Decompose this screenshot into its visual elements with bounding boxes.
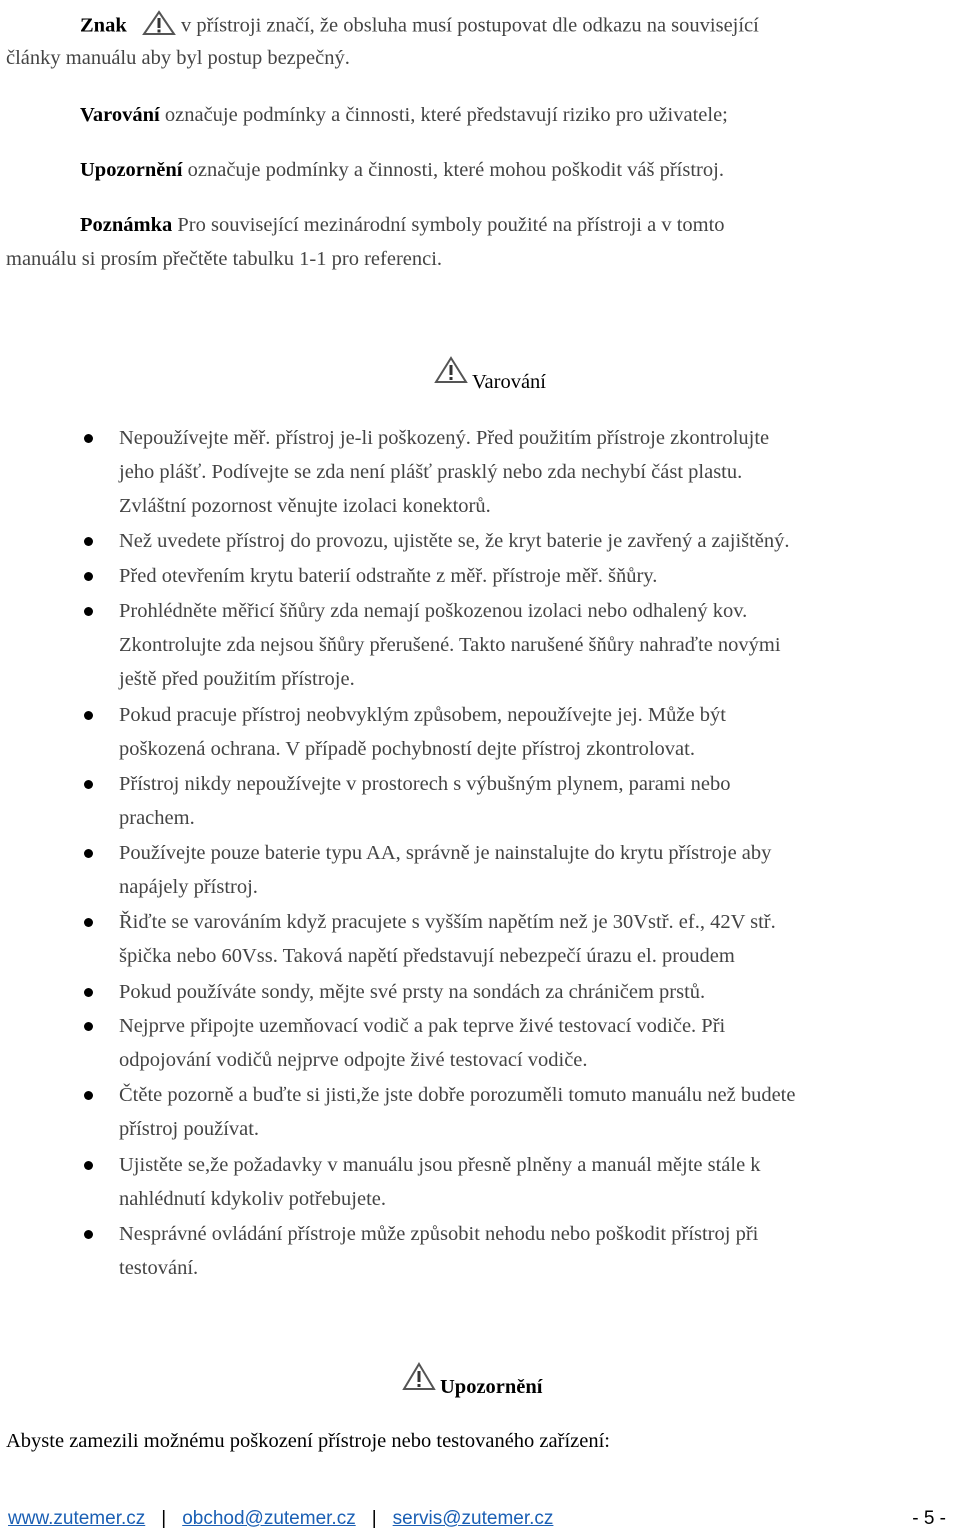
upozorneni-text: označuje podmínky a činnosti, které mohou poškodit váš přístroj. (182, 159, 724, 181)
bullet-icon (84, 537, 93, 546)
caution-heading (402, 1362, 543, 1398)
list-item-line: Nejprve připojte uzemňovací vodič a pak teprve živé testovací vodiče. Při (119, 1015, 726, 1037)
list-item-line: testování. (119, 1257, 199, 1279)
list-item-line: Ujistěte se,že požadavky v manuálu jsou přesně plněny a manuál mějte stále k (119, 1154, 761, 1176)
znak-line (80, 14, 759, 40)
bullet-icon (84, 918, 93, 927)
caution-title: Upozornění (440, 1375, 543, 1398)
list-item-line: Nesprávné ovládání přístroje může způsobit nehodu nebo poškodit přístroj při (119, 1223, 759, 1245)
bullet-icon (84, 572, 93, 581)
list-item-line: Čtěte pozorně a buďte si jisti,že jste dobře porozuměli tomuto manuálu než budete (119, 1084, 796, 1106)
list-item-line: Před otevřením krytu baterií odstraňte z měř. přístroje měř. šňůry. (119, 565, 658, 587)
bullet-icon (84, 780, 93, 789)
upozorneni-label: Upozornění (80, 159, 183, 181)
service-email-link[interactable]: servis@zutemer.cz (392, 1508, 554, 1529)
znak-rest: v přístroji značí, že obsluha musí postupovat dle odkazu na související (175, 14, 759, 37)
list-item-line: přístroj používat. (119, 1118, 260, 1140)
list-item-line: Prohlédněte měřicí šňůry zda nemají poškozenou izolaci nebo odhalený kov. (119, 600, 748, 622)
bullet-icon (84, 711, 93, 720)
warning-heading (434, 356, 547, 393)
bullet-icon (84, 988, 93, 997)
list-item-line: napájely přístroj. (119, 876, 258, 898)
list-item-line: poškozená ochrana. V případě pochybností dejte přístroj zkontrolovat. (119, 738, 695, 760)
warning-triangle-icon (402, 1362, 436, 1392)
website-link[interactable]: www.zutemer.cz (8, 1508, 146, 1529)
warning-triangle-icon (142, 10, 176, 36)
footer-separator: | (161, 1508, 167, 1529)
varovani-definition (80, 104, 728, 127)
list-item-line: Nepoužívejte měř. přístroj je-li poškozený. Před použitím přístroje zkontrolujte (119, 427, 770, 449)
list-item-line: Než uvedete přístroj do provozu, ujistěte se, že kryt baterie je zavřený a zajištěný. (119, 530, 790, 552)
order-email-link[interactable]: obchod@zutemer.cz (182, 1508, 356, 1529)
bullet-icon (84, 849, 93, 858)
poznamka-text: Pro související mezinárodní symboly použité na přístroji a v tomto (172, 214, 725, 236)
poznamka-line (80, 214, 725, 237)
list-item-line: odpojování vodičů nejprve odpojte živé testovací vodiče. (119, 1049, 588, 1071)
bullet-icon (84, 1091, 93, 1100)
page-footer (8, 1505, 946, 1533)
poznamka-label: Poznámka (80, 214, 173, 236)
bullet-icon (84, 434, 93, 443)
page-number: - 5 - (912, 1508, 946, 1529)
list-item-line: ještě před použitím přístroje. (119, 668, 355, 690)
znak-line-2: články manuálu aby byl postup bezpečný. (6, 47, 350, 69)
warning-triangle-icon (434, 356, 468, 384)
list-item-line: Zvláštní pozornost věnujte izolaci konektorů. (119, 495, 491, 517)
list-item-line: nahlédnutí kdykoliv potřebujete. (119, 1188, 387, 1210)
bullet-icon (84, 1022, 93, 1031)
znak-label: Znak (80, 14, 127, 37)
list-item-line: Řiďte se varováním když pracujete s vyšším napětím než je 30Vstř. ef., 42V stř. (119, 911, 776, 933)
list-item-line: Přístroj nikdy nepoužívejte v prostorech s výbušným plynem, parami nebo (119, 773, 731, 795)
list-item-line: jeho plášť. Podívejte se zda není plášť prasklý nebo zda nechybí část plastu. (119, 461, 743, 483)
list-item-line: prachem. (119, 807, 195, 829)
varovani-text: označuje podmínky a činnosti, které představují riziko pro uživatele; (159, 104, 728, 126)
varovani-label: Varování (80, 104, 160, 126)
caution-text: Abyste zamezili možnému poškození přístroje nebo testovaného zařízení: (6, 1430, 610, 1452)
warning-title: Varování (472, 370, 547, 393)
bullet-icon (84, 607, 93, 616)
footer-separator: | (371, 1508, 377, 1529)
list-item-line: Používejte pouze baterie typu AA, správně je nainstalujte do krytu přístroje aby (119, 842, 772, 864)
bullet-icon (84, 1161, 93, 1170)
list-item-line: Pokud pracuje přístroj neobvyklým způsobem, nepoužívejte jej. Může být (119, 704, 726, 726)
poznamka-line-2: manuálu si prosím přečtěte tabulku 1-1 pro referenci. (6, 248, 443, 270)
list-item-line: špička nebo 60Vss. Taková napětí představují nebezpečí úrazu el. proudem (119, 945, 735, 967)
upozorneni-definition (80, 159, 724, 182)
list-item-line: Zkontrolujte zda nejsou šňůry přerušené. Takto narušené šňůry nahraďte novými (119, 634, 781, 656)
list-item-line: Pokud používáte sondy, mějte své prsty na sondách za chráničem prstů. (119, 981, 706, 1003)
bullet-icon (84, 1230, 93, 1239)
